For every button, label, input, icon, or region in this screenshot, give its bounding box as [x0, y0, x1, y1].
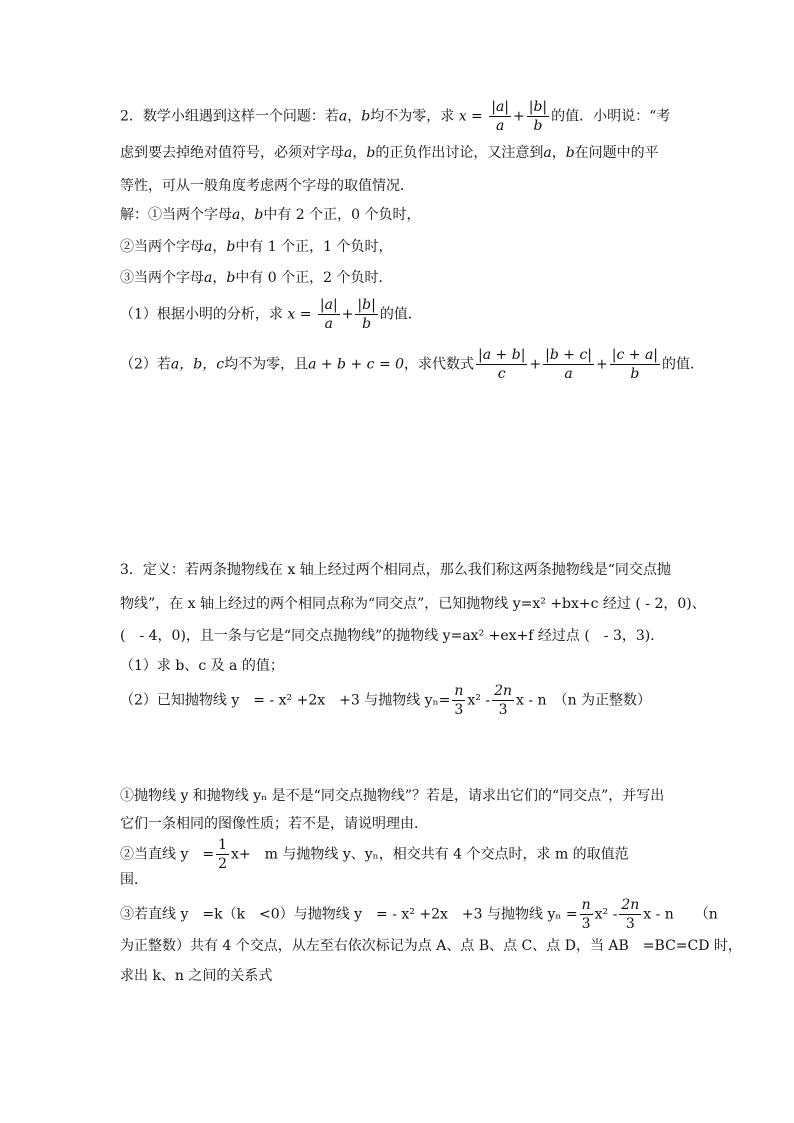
fraction-denominator: 3: [454, 702, 464, 718]
q2-text: 均不为零，且: [224, 356, 309, 373]
q2-text: （1）根据小明的分析，求: [120, 306, 283, 323]
fraction-denominator: 2: [218, 856, 228, 872]
q2-text: 的值．: [379, 306, 422, 323]
fraction-numerator: |a|: [491, 99, 510, 115]
q3-line1: 3．定义：若两条抛物线在 x 轴上经过两个相同点，那么我们称这两条抛物线是“同交点抛: [120, 562, 671, 578]
q2-solution-case1: [120, 205, 421, 225]
q3-text: x+ m 与抛物线 y、yₙ，相交共有 4 个交点时，求 m 的取值范: [231, 846, 629, 863]
fraction-abs-b-over-b: [355, 296, 377, 333]
var-a: a: [204, 239, 213, 255]
q2-subquestion-2: [120, 346, 704, 383]
fraction-numerator: |b + c|: [545, 347, 593, 363]
var-b: b: [361, 108, 371, 125]
q3-text: x - n （n 为正整数）: [516, 692, 652, 709]
comma: ，: [347, 108, 362, 125]
comma: ，: [352, 145, 367, 161]
q3-part3-line2: 为正整数）共有 4 个交点，从左至右依次标记为点 A、点 B、点 C、点 D，当 AB =BC=CD 时，: [120, 938, 742, 954]
q2-text: 的正负作出讨论，又注意到: [375, 145, 544, 161]
plus-sign: +: [341, 306, 354, 323]
q3-part2-cont: 围．: [120, 872, 148, 888]
fraction-numerator: 2n: [494, 683, 513, 699]
fraction-abs-b-over-b: [527, 98, 549, 135]
fraction-denominator: a: [564, 366, 573, 382]
q3-subquestion-1: （1）求 b、c 及 a 的值；: [120, 658, 284, 674]
fraction-denominator: c: [497, 366, 506, 382]
q3-part1-line1: ①抛物线 y 和抛物线 yₙ 是不是“同交点抛物线”？若是，请求出它们的“同交点”，并写出: [120, 788, 665, 804]
fraction-numerator: |a|: [319, 297, 338, 313]
q2-text: 2．数学小组遇到这样一个问题：若: [120, 108, 339, 125]
var-b: b: [565, 145, 575, 161]
fraction-2n-over-3: [619, 896, 641, 933]
fraction-numerator: |c + a|: [611, 347, 659, 363]
q2-text: 虑到要去掉绝对值符号，必须对字母: [120, 145, 344, 161]
q3-part3-line3: 求出 k、n 之间的关系式: [120, 968, 273, 984]
fraction-abs-ca-over-b: [610, 346, 660, 383]
q2-line2: [120, 143, 659, 163]
q3-subquestion-2: [120, 682, 651, 719]
q3-text: （2）已知抛物线 y = - x² +2x +3 与抛物线 yₙ=: [120, 692, 451, 709]
comma: ，: [240, 207, 255, 223]
comma: ，: [551, 145, 566, 161]
fraction-n-over-3: [580, 896, 593, 933]
fraction-denominator: a: [495, 118, 505, 134]
fraction-numerator: |b|: [528, 99, 548, 115]
fraction-2n-over-3: [492, 682, 514, 719]
var-a: a: [232, 207, 241, 223]
var-b: b: [254, 207, 264, 223]
var-b: b: [366, 145, 376, 161]
q2-text: 解：①当两个字母: [120, 207, 232, 223]
fraction-abs-ab-over-c: [476, 346, 527, 383]
q3-line3: ( - 4，0)，且一条与它是“同交点抛物线”的抛物线 y=ax² +ex+f 经过点 ( - 3，3)．: [120, 628, 665, 644]
q2-subquestion-1: [120, 296, 422, 333]
q2-text: ，求代数式: [404, 356, 475, 373]
q2-solution-case3: [120, 268, 393, 288]
q2-text: ③当两个字母: [120, 270, 204, 286]
fraction-abs-a-over-a: [318, 296, 340, 333]
q2-line3: 等性，可从一般角度考虑两个字母的取值情况．: [120, 178, 414, 194]
x-equals: x =: [458, 108, 483, 125]
var-a: a: [344, 145, 353, 161]
plus-sign: +: [529, 356, 542, 373]
q3-text: x - n （n: [643, 906, 718, 923]
q2-text: 中有 2 个正，0 个负时，: [263, 207, 421, 223]
comma: ，: [212, 239, 227, 255]
fraction-numerator: 2n: [621, 897, 640, 913]
fraction-numerator: |a + b|: [478, 347, 526, 363]
var-b: b: [226, 270, 236, 286]
var-a: a: [543, 145, 552, 161]
fraction-abs-bc-over-a: [543, 346, 594, 383]
var-a: a: [204, 270, 213, 286]
fraction-one-half: [216, 836, 229, 873]
fraction-numerator: n: [454, 683, 464, 699]
fraction-denominator: b: [630, 366, 640, 382]
q2-text: （2）若: [120, 356, 171, 373]
q3-part2: [120, 836, 629, 873]
var-a: a: [338, 108, 348, 125]
q2-solution-case2: [120, 237, 393, 257]
q3-text: x² -: [594, 906, 618, 923]
plus-sign: +: [513, 108, 525, 125]
fraction-n-over-3: [452, 682, 465, 719]
q3-line2: 物线”，在 x 轴上经过的两个相同点称为“同交点”，已知抛物线 y=x² +bx+c 经过 ( - 2，0)、: [120, 596, 706, 612]
q2-text: 中有 0 个正，2 个负时．: [235, 270, 393, 286]
fraction-abs-a-over-a: [489, 98, 511, 135]
q3-text: ②当直线 y =: [120, 846, 215, 863]
q3-part3-line1: [120, 896, 718, 933]
fraction-denominator: b: [533, 118, 543, 134]
q2-text: 在问题中的平: [574, 145, 659, 161]
q2-line1: [120, 98, 670, 135]
condition-equation: a + b + c = 0: [308, 356, 405, 373]
fraction-numerator: 1: [218, 837, 228, 853]
q3-part1-line2: 它们一条相同的图像性质；若不是，请说明理由．: [120, 816, 428, 832]
fraction-denominator: 3: [498, 702, 508, 718]
var-b: b: [226, 239, 236, 255]
q2-text: ②当两个字母: [120, 239, 204, 255]
comma: ，: [212, 270, 227, 286]
fraction-denominator: 3: [625, 916, 635, 932]
fraction-denominator: 3: [581, 916, 591, 932]
vars-abc: a，b，c: [170, 356, 225, 373]
q2-text: 均不为零，求: [370, 108, 455, 125]
fraction-numerator: |b|: [357, 297, 376, 313]
q2-text: 中有 1 个正，1 个负时，: [235, 239, 393, 255]
fraction-numerator: n: [581, 897, 591, 913]
q3-text: ③若直线 y =k（k <0）与抛物线 y = - x² +2x +3 与抛物线 yₙ =: [120, 906, 578, 923]
q2-text: 的值．小明说：“考: [551, 108, 671, 125]
fraction-denominator: b: [362, 316, 372, 332]
fraction-denominator: a: [324, 316, 333, 332]
x-equals: x =: [287, 306, 312, 323]
plus-sign: +: [596, 356, 608, 373]
q2-text: 的值．: [662, 356, 705, 373]
q3-text: x² -: [467, 692, 491, 709]
